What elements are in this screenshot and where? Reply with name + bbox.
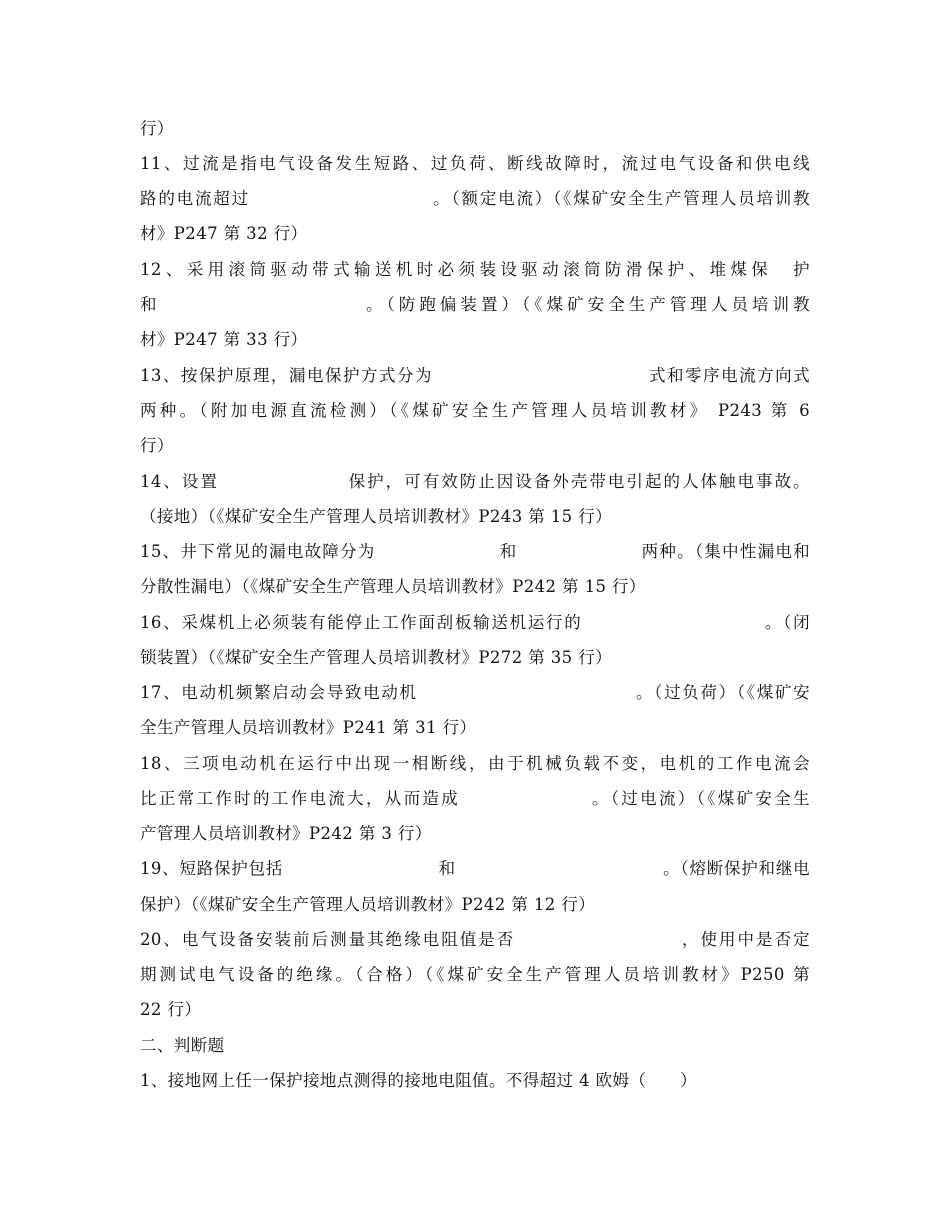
question-13-line-1: 13、按保护原理，漏电保护方式分为 式和零序电流方向式 [140, 366, 810, 385]
question-18-line-1: 18、三项电动机在运行中出现一相断线，由于机械负载不变，电机的工作电流会 [140, 754, 810, 773]
question-16-line-1: 16、采煤机上必须装有能停止工作面刮板输送机运行的 。（闭 [140, 613, 810, 632]
question-19-line-1: 19、短路保护包括 和 。（熔断保护和继电 [140, 859, 810, 878]
question-16-line-2: 锁装置）（《煤矿安全生产管理人员培训教材》P272 第 35 行） [140, 648, 613, 667]
question-19-line-2: 保护）（《煤矿安全生产管理人员培训教材》P242 第 12 行） [140, 895, 596, 914]
section-heading-judgement: 二、判断题 [140, 1036, 225, 1055]
question-13-line-3: 行） [140, 436, 174, 455]
question-20-line-2: 期测试电气设备的绝缘。（合格）（《煤矿安全生产管理人员培训教材》P250 第 [140, 965, 810, 984]
question-14-line-1: 14、设置 保护，可有效防止因设备外壳带电引起的人体触电事故。 [140, 472, 810, 491]
question-12-line-2: 和 。（防跑偏装置）（《煤矿安全生产管理人员培训教 [140, 295, 810, 314]
judgement-question-1: 1、接地网上任一保护接地点测得的接地电阻值。不得超过 4 欧姆（ ） [140, 1071, 697, 1090]
question-11-line-3: 材》P247 第 32 行） [140, 224, 308, 243]
question-15-line-1: 15、井下常见的漏电故障分为 和 两种。（集中性漏电和 [140, 542, 810, 561]
question-20-line-1: 20、电气设备安装前后测量其绝缘电阻值是否 ，使用中是否定 [140, 930, 810, 949]
question-12-line-1: 12、采用滚筒驱动带式输送机时必须装设驱动滚筒防滑保护、堆煤保 护 [140, 260, 810, 279]
question-18-line-3: 产管理人员培训教材》P242 第 3 行） [140, 824, 432, 843]
text-line: 行） [140, 119, 174, 138]
question-11-line-2: 路的电流超过 。（额定电流）（《煤矿安全生产管理人员培训教 [140, 189, 810, 208]
question-15-line-2: 分散性漏电）（《煤矿安全生产管理人员培训教材》P242 第 15 行） [140, 577, 646, 596]
question-17-line-2: 全生产管理人员培训教材》P241 第 31 行） [140, 718, 477, 737]
question-18-line-2: 比正常工作时的工作电流大，从而造成 。（过电流）（《煤矿安全生 [140, 789, 810, 808]
question-11-line-1: 11、过流是指电气设备发生短路、过负荷、断线故障时，流过电气设备和供电线 [140, 154, 810, 173]
question-13-line-2: 两种。（附加电源直流检测）（《煤矿安全生产管理人员培训教材》 P243 第 6 [140, 401, 810, 420]
question-14-line-2: （接地）（《煤矿安全生产管理人员培训教材》P243 第 15 行） [140, 507, 613, 526]
question-20-line-3: 22 行） [140, 1000, 202, 1019]
question-17-line-1: 17、电动机频繁启动会导致电动机 。（过负荷）（《煤矿安 [140, 683, 810, 702]
question-12-line-3: 材》P247 第 33 行） [140, 330, 308, 349]
